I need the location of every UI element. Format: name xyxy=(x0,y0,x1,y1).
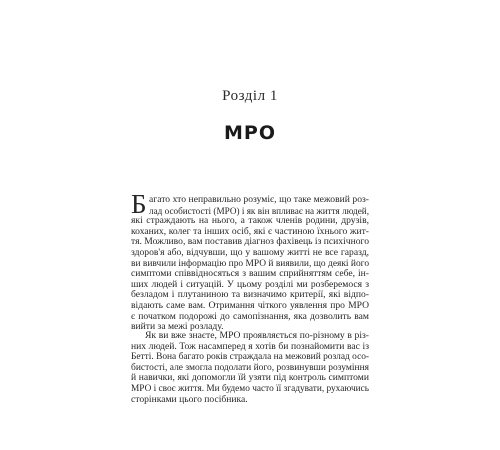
text-line: бистості, але змогла подолати його, розвинувши розуміння xyxy=(131,362,369,373)
text-line: них людей. Тож насамперед я хотів би познайомити вас із xyxy=(131,340,369,352)
text-line: відають саме вам. Отримання чіткого уявлення про МРО xyxy=(131,299,369,311)
text-line: є початком подорожі до самопізнання, яка дозволить вам xyxy=(131,310,369,322)
text-line: вийти за межі розладу. xyxy=(131,321,224,333)
chapter-label: Розділ 1 xyxy=(222,88,278,104)
text-line: які страждають на нього, а також членів родини, друзів, xyxy=(131,215,369,227)
text-line: симптоми співвідносяться з вашим сприйняттям себе, ін- xyxy=(131,268,369,280)
text-line: лад особистості (МРО) і як він впливає на життя людей, xyxy=(149,205,369,216)
text-line: ви вивчили інформацію про МРО й виявили, що деякі його xyxy=(131,258,370,269)
text-line: тя. Можливо, вам поставив діагноз фахівець із психічного xyxy=(131,236,369,248)
text-line: ших людей і ситуацій. У цьому розділі ми розберемося з xyxy=(131,278,369,290)
text-line: безладом і плутаниною та визначимо критерії, які відпо- xyxy=(131,289,369,301)
paragraph-1 xyxy=(131,189,370,333)
text-line: сторінками цього посібника. xyxy=(131,393,248,405)
text-line: Бетті. Вона багато років страждала на межовий розлад осо- xyxy=(131,352,370,363)
text-line: агато хто неправильно розуміє, що таке межовий роз- xyxy=(149,194,369,205)
drop-cap: Б xyxy=(131,189,147,219)
text-line: й навички, які допомогли їй узяти під контроль симптоми xyxy=(131,372,369,384)
paragraph-2 xyxy=(131,331,369,405)
chapter-title: МРО xyxy=(224,122,276,144)
text-line: МРО і своє життя. Ми будемо часто її згадувати, рухаючись xyxy=(131,383,369,394)
text-line: здоров'я або, відчувши, що у вашому житті не все гаразд, xyxy=(131,246,369,258)
text-line: Як ви вже знаєте, МРО проявляється по-різному в різ- xyxy=(145,330,369,341)
text-line: коханих, колег та інших осіб, які є частиною їхнього жит- xyxy=(131,225,369,237)
